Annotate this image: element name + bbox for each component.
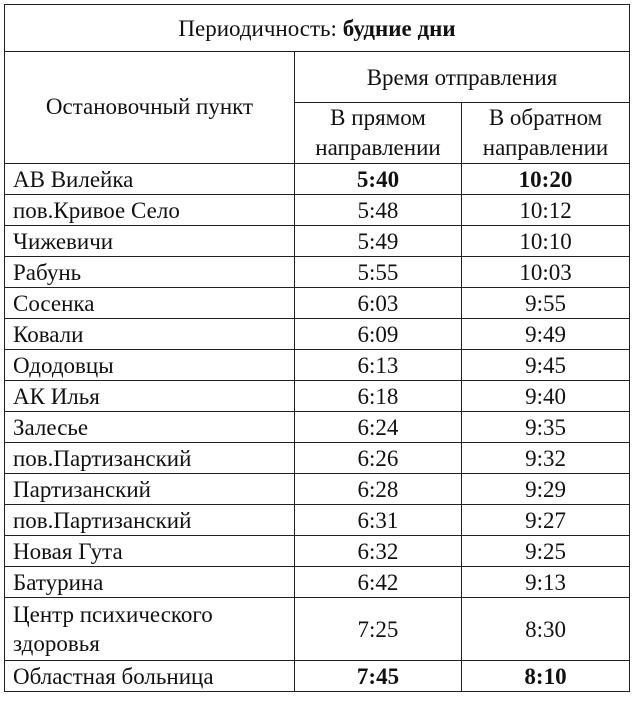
forward-time-cell: 6:28 (295, 474, 462, 505)
table-row (5, 567, 630, 598)
departure-column-header: Время отправления (295, 52, 630, 103)
backward-column-header: В обратном направлении (462, 103, 630, 164)
backward-time-cell: 9:29 (462, 474, 630, 505)
backward-time-cell: 9:49 (462, 319, 630, 350)
forward-time-cell: 6:18 (295, 381, 462, 412)
table-row (5, 474, 630, 505)
table-row (5, 319, 630, 350)
schedule-table (4, 4, 630, 692)
forward-time-cell: 6:31 (295, 505, 462, 536)
forward-time-cell: 6:42 (295, 567, 462, 598)
stop-column-header: Остановочный пункт (5, 52, 295, 164)
table-row (5, 443, 630, 474)
stop-name-cell: Рабунь (5, 257, 295, 288)
backward-time-cell: 10:03 (462, 257, 630, 288)
forward-time-cell: 7:25 (295, 598, 462, 661)
schedule-body (5, 5, 630, 692)
table-row (5, 226, 630, 257)
period-label: Периодичность: (178, 15, 337, 41)
forward-time-cell: 6:24 (295, 412, 462, 443)
stop-name-cell: Областная больница (5, 661, 295, 692)
stop-name-cell: пов.Партизанский (5, 505, 295, 536)
table-row (5, 195, 630, 226)
stop-name-cell: Чижевичи (5, 226, 295, 257)
stop-name-cell: пов.Партизанский (5, 443, 295, 474)
forward-time-cell: 5:49 (295, 226, 462, 257)
table-row (5, 661, 630, 692)
backward-time-cell: 9:13 (462, 567, 630, 598)
forward-time-cell: 7:45 (295, 661, 462, 692)
stop-name-cell: Новая Гута (5, 536, 295, 567)
forward-column-header: В прямом направлении (295, 103, 462, 164)
period-row (5, 5, 630, 52)
table-row (5, 164, 630, 195)
backward-time-cell: 9:32 (462, 443, 630, 474)
backward-time-cell: 8:30 (462, 598, 630, 661)
period-value: будние дни (342, 15, 456, 41)
forward-time-cell: 6:09 (295, 319, 462, 350)
backward-time-cell: 10:10 (462, 226, 630, 257)
period-cell (5, 5, 630, 52)
backward-time-cell: 10:12 (462, 195, 630, 226)
backward-time-cell: 9:35 (462, 412, 630, 443)
stop-name-cell: Ододовцы (5, 350, 295, 381)
table-row (5, 598, 630, 661)
header-row (5, 52, 630, 103)
stop-name-cell: АК Илья (5, 381, 295, 412)
forward-time-cell: 5:40 (295, 164, 462, 195)
backward-time-cell: 10:20 (462, 164, 630, 195)
stop-name-cell: пов.Кривое Село (5, 195, 295, 226)
stop-name-cell: Сосенка (5, 288, 295, 319)
forward-time-cell: 6:03 (295, 288, 462, 319)
stop-name-cell: Центр психического здоровья (5, 598, 295, 661)
table-row (5, 412, 630, 443)
forward-time-cell: 6:26 (295, 443, 462, 474)
backward-time-cell: 9:27 (462, 505, 630, 536)
backward-time-cell: 8:10 (462, 661, 630, 692)
table-row (5, 288, 630, 319)
stop-name-cell: Партизанский (5, 474, 295, 505)
table-row (5, 381, 630, 412)
forward-time-cell: 6:13 (295, 350, 462, 381)
stop-name-cell: Батурина (5, 567, 295, 598)
stop-name-cell: Ковали (5, 319, 295, 350)
backward-time-cell: 9:55 (462, 288, 630, 319)
stop-name-cell: Залесье (5, 412, 295, 443)
table-row (5, 350, 630, 381)
backward-time-cell: 9:40 (462, 381, 630, 412)
forward-time-cell: 5:48 (295, 195, 462, 226)
forward-time-cell: 5:55 (295, 257, 462, 288)
forward-time-cell: 6:32 (295, 536, 462, 567)
backward-time-cell: 9:45 (462, 350, 630, 381)
backward-time-cell: 9:25 (462, 536, 630, 567)
table-row (5, 257, 630, 288)
stop-name-cell: АВ Вилейка (5, 164, 295, 195)
table-row (5, 505, 630, 536)
table-row (5, 536, 630, 567)
